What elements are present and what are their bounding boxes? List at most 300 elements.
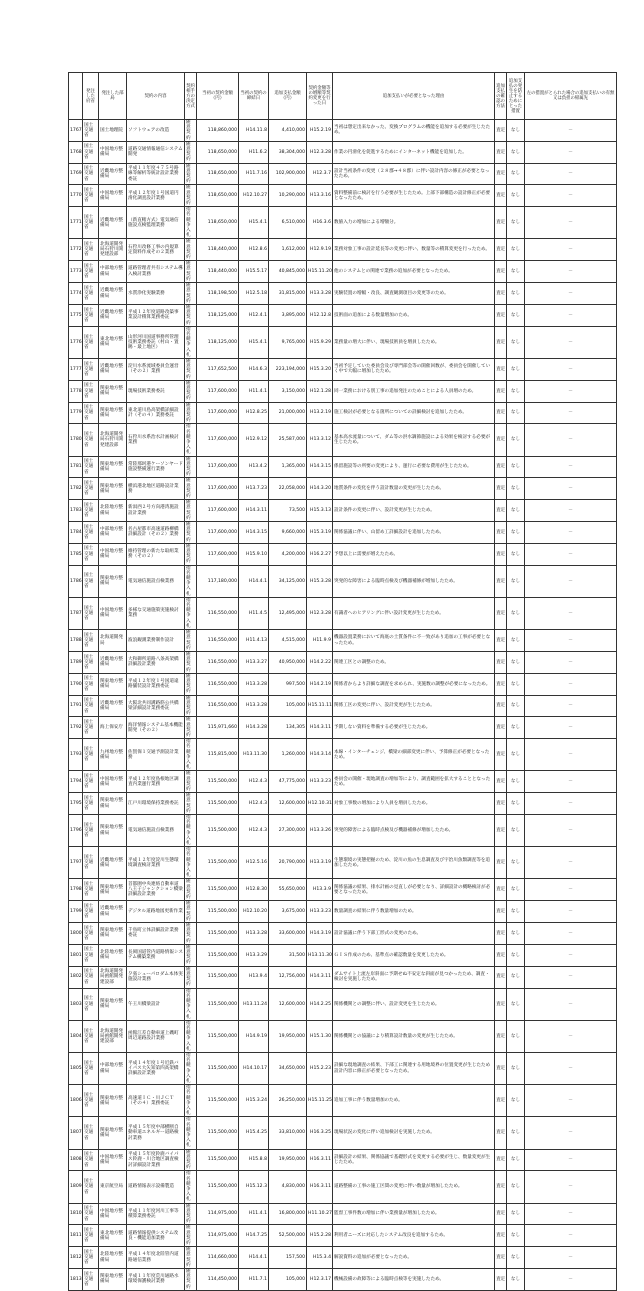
row-number: 1781: [69, 456, 83, 478]
initial-amount-cell: 114,975,000: [197, 1225, 239, 1247]
confirmation-cell: 査定: [495, 739, 507, 771]
result-cell: －: [525, 793, 617, 815]
row-number: 1791: [69, 695, 83, 717]
reason-cell: 詳細な現地調査の結果、下部工に関連する用地境界の位置変更が生じたため設計内容に修正が必要となったため。: [333, 1052, 495, 1084]
initial-amount-cell: 115,500,000: [197, 771, 239, 793]
table-row: [69, 478, 617, 500]
additional-amount-cell: 31,815,000: [269, 283, 307, 305]
ministry-cell: 国土交通省: [83, 793, 99, 815]
measure-cell: なし: [507, 120, 525, 142]
ministry-cell: 国土交通省: [83, 1117, 99, 1149]
ministry-cell: 国土交通省: [83, 522, 99, 544]
ministry-cell: 国土交通省: [83, 695, 99, 717]
additional-amount-cell: 4,515,000: [269, 630, 307, 652]
table-row: [69, 500, 617, 522]
contract-content-cell: 平成１５年度中部横断自動車道エネルギー道路検討業務: [127, 1117, 185, 1149]
measure-cell: なし: [507, 847, 525, 879]
confirmation-cell: 査定: [495, 522, 507, 544]
additional-amount-cell: 4,410,000: [269, 120, 307, 142]
initial-amount-cell: 118,650,000: [197, 207, 239, 239]
bureau-cell: 近畿地方整備局: [99, 283, 127, 305]
header-cell: 契約金額等の増額等契約変更を行った日: [307, 73, 333, 120]
contract-content-cell: 午王川橋梁設計: [127, 988, 185, 1020]
initial-date-cell: H12.10.20: [239, 901, 269, 923]
measure-cell: なし: [507, 815, 525, 847]
additional-amount-cell: 25,587,000: [269, 424, 307, 456]
method-cell: 指名競争入札: [185, 424, 197, 456]
confirmation-cell: 査定: [495, 944, 507, 966]
bureau-cell: 国土地理院: [99, 120, 127, 142]
reason-cell: 係留施設等の所要の変更により、運行に必要な費用が生じたため。: [333, 456, 495, 478]
additional-amount-cell: 34,125,000: [269, 565, 307, 597]
bureau-cell: 北陸地方整備局: [99, 944, 127, 966]
ministry-cell: 国土交通省: [83, 1085, 99, 1117]
change-date-cell: H12.3.28: [307, 141, 333, 163]
result-cell: －: [525, 239, 617, 261]
bureau-cell: 近畿地方整備局: [99, 847, 127, 879]
header-cell: 追加支払の確認の方法: [495, 73, 507, 120]
result-cell: －: [525, 120, 617, 142]
ministry-cell: 国土交通省: [83, 500, 99, 522]
header-cell: 左の措置がとられた場合の追加支払いの有無又は負担の帰属先: [525, 73, 617, 120]
change-date-cell: H16.2.27: [307, 543, 333, 565]
measure-cell: なし: [507, 402, 525, 424]
initial-amount-cell: 118,125,000: [197, 304, 239, 326]
row-number: 1808: [69, 1149, 83, 1171]
initial-date-cell: H12.4.3: [239, 793, 269, 815]
row-number: 1778: [69, 380, 83, 402]
table-row: [69, 1020, 617, 1052]
header-cell: 発注した府省: [83, 73, 99, 120]
result-cell: －: [525, 1171, 617, 1203]
reason-cell: 当初は想定出来なかった、変換プログラムの機能を追加する必要が生じたため。: [333, 120, 495, 142]
ministry-cell: 国土交通省: [83, 944, 99, 966]
reason-cell: 数量調査の結果に伴う数量増加のため。: [333, 901, 495, 923]
measure-cell: なし: [507, 1052, 525, 1084]
contract-content-cell: （新直轄方式）電気通信施設点検監理業務: [127, 207, 185, 239]
row-number: 1810: [69, 1203, 83, 1225]
additional-amount-cell: 20,790,000: [269, 847, 307, 879]
result-cell: －: [525, 141, 617, 163]
change-date-cell: H14.3.11: [307, 717, 333, 739]
reason-cell: 突発的な障害による臨時点検及び機器補修が増加したため。: [333, 565, 495, 597]
table-row: [69, 1269, 617, 1291]
additional-amount-cell: 1,260,000: [269, 739, 307, 771]
table-row: [69, 261, 617, 283]
table-row: [69, 304, 617, 326]
ministry-cell: 国土交通省: [83, 358, 99, 380]
measure-cell: なし: [507, 1117, 525, 1149]
method-cell: 随意契約: [185, 141, 197, 163]
bureau-cell: 東北地方整備局: [99, 1225, 127, 1247]
ministry-cell: 国土交通省: [83, 1247, 99, 1269]
bureau-cell: 中国地方整備局: [99, 141, 127, 163]
additional-amount-cell: 34,650,000: [269, 1052, 307, 1084]
header-cell: [69, 73, 83, 120]
initial-amount-cell: 118,650,000: [197, 141, 239, 163]
measure-cell: なし: [507, 456, 525, 478]
row-number: 1787: [69, 597, 83, 629]
measure-cell: なし: [507, 771, 525, 793]
confirmation-cell: 査定: [495, 717, 507, 739]
table-row: [69, 326, 617, 358]
contract-content-cell: 電気通信施設点検業務: [127, 815, 185, 847]
reason-cell: 関連工区との調整のため。: [333, 651, 495, 673]
table-row: [69, 695, 617, 717]
method-cell: 随意契約: [185, 1203, 197, 1225]
table-row: [69, 847, 617, 879]
additional-amount-cell: 105,000: [269, 695, 307, 717]
method-cell: 随意契約: [185, 879, 197, 901]
initial-amount-cell: 115,500,000: [197, 966, 239, 988]
initial-date-cell: H14.9.19: [239, 1020, 269, 1052]
result-cell: －: [525, 988, 617, 1020]
bureau-cell: 中部地方整備局: [99, 1052, 127, 1084]
change-date-cell: H16.3.11: [307, 1171, 333, 1203]
contract-content-cell: 平成１１年度河川工事等積算業務委託: [127, 1203, 185, 1225]
measure-cell: なし: [507, 522, 525, 544]
table-row: [69, 966, 617, 988]
change-date-cell: H14.2.25: [307, 988, 333, 1020]
ministry-cell: 国土交通省: [83, 402, 99, 424]
initial-date-cell: H12.4.3: [239, 815, 269, 847]
method-cell: 随意契約: [185, 478, 197, 500]
result-cell: －: [525, 1203, 617, 1225]
result-cell: －: [525, 651, 617, 673]
row-number: 1797: [69, 847, 83, 879]
initial-amount-cell: 115,500,000: [197, 1052, 239, 1084]
ministry-cell: 国土交通省: [83, 1225, 99, 1247]
result-cell: －: [525, 522, 617, 544]
bureau-cell: 近畿地方整備局: [99, 901, 127, 923]
additional-amount-cell: 26,250,000: [269, 1085, 307, 1117]
result-cell: －: [525, 380, 617, 402]
ministry-cell: 国土交通省: [83, 1149, 99, 1171]
initial-date-cell: H15.3.24: [239, 1085, 269, 1117]
confirmation-cell: 査定: [495, 1247, 507, 1269]
row-number: 1785: [69, 543, 83, 565]
initial-amount-cell: 115,500,000: [197, 944, 239, 966]
initial-date-cell: H15.8.8: [239, 1149, 269, 1171]
change-date-cell: H12.12.8: [307, 304, 333, 326]
table-row: [69, 565, 617, 597]
measure-cell: なし: [507, 966, 525, 988]
bureau-cell: 関東地方整備局: [99, 1269, 127, 1291]
ministry-cell: 国土交通省: [83, 120, 99, 142]
reason-cell: 施工検討が必要となる箇所についての詳細検討を追加したため。: [333, 402, 495, 424]
contract-content-cell: 道路情報表示設備製造: [127, 1171, 185, 1203]
table-row: [69, 771, 617, 793]
confirmation-cell: 査定: [495, 358, 507, 380]
contract-content-cell: 高速道ＩＣ・川ＪＣＴ（その４）業務委託: [127, 1085, 185, 1117]
change-date-cell: H15.3.20: [307, 358, 333, 380]
initial-amount-cell: 115,500,000: [197, 847, 239, 879]
reason-cell: 実験装置の増幅・改良、調査観測項目の変更等のため。: [333, 283, 495, 305]
initial-amount-cell: 118,198,500: [197, 283, 239, 305]
table-row: [69, 402, 617, 424]
result-cell: －: [525, 1225, 617, 1247]
header-cell: 契約の内容: [127, 73, 185, 120]
measure-cell: なし: [507, 163, 525, 185]
row-number: 1786: [69, 565, 83, 597]
contract-content-cell: 道路情報提供システム改良・機能追加業務: [127, 1225, 185, 1247]
table-row: [69, 207, 617, 239]
initial-amount-cell: 114,975,000: [197, 1203, 239, 1225]
confirmation-cell: 査定: [495, 901, 507, 923]
ministry-cell: 国土交通省: [83, 456, 99, 478]
contract-content-cell: 横浜港北地区道路設計業務: [127, 478, 185, 500]
reason-cell: 道路整備の工事の施工区間の変更に伴い数量が増加したため。: [333, 1171, 495, 1203]
initial-amount-cell: 115,500,000: [197, 1117, 239, 1149]
initial-date-cell: H12.8.6: [239, 239, 269, 261]
reason-cell: 現場状況の変化に伴い追加検討を実施したため。: [333, 1117, 495, 1149]
row-number: 1804: [69, 1020, 83, 1052]
initial-amount-cell: 116,550,000: [197, 651, 239, 673]
table-row: [69, 1117, 617, 1149]
method-cell: 随意契約: [185, 651, 197, 673]
header-cell: 当初の契約金額（円）: [197, 73, 239, 120]
contract-content-cell: 平成１２年度淀川生態環境調査検討業務: [127, 847, 185, 879]
method-cell: 指名競争入札: [185, 1020, 197, 1052]
change-date-cell: H13.3.19: [307, 847, 333, 879]
reason-cell: 関係協議に伴い、山留め工詳細設計を追加したため。: [333, 522, 495, 544]
ministry-cell: 国土交通省: [83, 141, 99, 163]
bureau-cell: 関東地方整備局: [99, 793, 127, 815]
confirmation-cell: 査定: [495, 847, 507, 879]
ministry-cell: 国土交通省: [83, 1052, 99, 1084]
change-date-cell: H15.9.29: [307, 326, 333, 358]
initial-amount-cell: 115,500,000: [197, 879, 239, 901]
row-number: 1805: [69, 1052, 83, 1084]
ministry-cell: 国土交通省: [83, 424, 99, 456]
confirmation-cell: 査定: [495, 456, 507, 478]
contract-content-cell: 海洋情報システム基本機能開発（その２）: [127, 717, 185, 739]
initial-amount-cell: 117,600,000: [197, 522, 239, 544]
table-header-row: [69, 73, 617, 120]
change-date-cell: H13.3.12: [307, 424, 333, 456]
initial-date-cell: H14.3.28: [239, 717, 269, 739]
result-cell: －: [525, 261, 617, 283]
reason-cell: ダムサイト上流左岸斜面に予期せぬ不安定な斜面が見つかったため、調査・検討を実施したため。: [333, 966, 495, 988]
bureau-cell: 近畿地方整備局: [99, 651, 127, 673]
initial-date-cell: H12.4.3: [239, 771, 269, 793]
reason-cell: 関係機関との協議により積算設計数量の変更が生じたため。: [333, 1020, 495, 1052]
confirmation-cell: 査定: [495, 1117, 507, 1149]
reason-cell: 機械設備の故障等による臨時点検等を実施したため。: [333, 1269, 495, 1291]
ministry-cell: 国土交通省: [83, 185, 99, 207]
method-cell: 随意契約: [185, 185, 197, 207]
ministry-cell: 国土交通省: [83, 380, 99, 402]
row-number: 1768: [69, 141, 83, 163]
method-cell: 随意契約: [185, 283, 197, 305]
bureau-cell: 北海道開発局函館開発建設部: [99, 1020, 127, 1052]
result-cell: －: [525, 630, 617, 652]
initial-amount-cell: 117,600,000: [197, 402, 239, 424]
change-date-cell: H12.9.19: [307, 239, 333, 261]
contract-content-cell: 大阪北共同溝路筋公共橋梁詳細設計業務委託: [127, 695, 185, 717]
reason-cell: 関係者からより詳細な調査を求められ、実施数の調整が必要になったため。: [333, 673, 495, 695]
contract-content-cell: 名古屋都市高速道路柳橋詳細設計（その２）業務: [127, 522, 185, 544]
row-number: 1799: [69, 901, 83, 923]
ministry-cell: 国土交通省: [83, 478, 99, 500]
contract-content-cell: 平成１４年度北陸管内道路通信業務: [127, 1247, 185, 1269]
additional-amount-cell: 31,500: [269, 944, 307, 966]
change-date-cell: H13.3.23: [307, 901, 333, 923]
table-row: [69, 651, 617, 673]
row-number: 1777: [69, 358, 83, 380]
contract-content-cell: 東北道川島高架橋詳細設計（その４）業務委託: [127, 402, 185, 424]
initial-amount-cell: 115,500,000: [197, 815, 239, 847]
change-date-cell: H11.9.9: [307, 630, 333, 652]
initial-amount-cell: 117,180,000: [197, 565, 239, 597]
table-row: [69, 380, 617, 402]
contract-content-cell: 函館江差自動車道上磯町周辺道路設計業務: [127, 1020, 185, 1052]
change-date-cell: H12.10.31: [307, 793, 333, 815]
additional-amount-cell: 223,194,000: [269, 358, 307, 380]
initial-amount-cell: 115,500,000: [197, 901, 239, 923]
confirmation-cell: 査定: [495, 966, 507, 988]
bureau-cell: 北海道開発局石狩川開発建設部: [99, 239, 127, 261]
additional-amount-cell: 105,000: [269, 1269, 307, 1291]
change-date-cell: H14.3.19: [307, 923, 333, 945]
initial-date-cell: H12.5.18: [239, 283, 269, 305]
method-cell: 指名競争入札: [185, 988, 197, 1020]
contract-content-cell: 水質浄化実験業務: [127, 283, 185, 305]
row-number: 1795: [69, 793, 83, 815]
table-row: [69, 1203, 617, 1225]
confirmation-cell: 査定: [495, 1203, 507, 1225]
result-cell: －: [525, 815, 617, 847]
measure-cell: なし: [507, 1171, 525, 1203]
contract-content-cell: 山形河川国道事務所管理技術業務委託（村山・置賜・最上地区）: [127, 326, 185, 358]
table-row: [69, 120, 617, 142]
row-number: 1773: [69, 261, 83, 283]
header-cell: 契約相手方の決定方式: [185, 73, 197, 120]
change-date-cell: H13.3.23: [307, 771, 333, 793]
measure-cell: なし: [507, 923, 525, 945]
contract-content-cell: 現場技術業務委託: [127, 380, 185, 402]
initial-date-cell: H11.4.1: [239, 380, 269, 402]
initial-amount-cell: 117,652,500: [197, 358, 239, 380]
initial-date-cell: H13.4.2: [239, 456, 269, 478]
measure-cell: なし: [507, 543, 525, 565]
additional-amount-cell: 19,950,000: [269, 1020, 307, 1052]
initial-date-cell: H14.4.1: [239, 1247, 269, 1269]
bureau-cell: 近畿地方整備局: [99, 695, 127, 717]
ministry-cell: 国土交通省: [83, 207, 99, 239]
change-date-cell: H14.3.14: [307, 739, 333, 771]
initial-amount-cell: 116,550,000: [197, 695, 239, 717]
reason-cell: 解説資料の追加が必要となったため。: [333, 1247, 495, 1269]
change-date-cell: H13.11.30: [307, 944, 333, 966]
reason-cell: 業務量の増大に伴い、現場技術員を増員したため。: [333, 326, 495, 358]
bureau-cell: 関東地方整備局: [99, 879, 127, 901]
method-cell: 随意契約: [185, 695, 197, 717]
method-cell: 指名競争入札: [185, 739, 197, 771]
row-number: 1792: [69, 717, 83, 739]
method-cell: 随意契約: [185, 304, 197, 326]
ministry-cell: 国土交通省: [83, 988, 99, 1020]
change-date-cell: H14.2.22: [307, 651, 333, 673]
table-row: [69, 630, 617, 652]
change-date-cell: H15.2.28: [307, 1225, 333, 1247]
row-number: 1790: [69, 673, 83, 695]
row-number: 1803: [69, 988, 83, 1020]
row-number: 1806: [69, 1085, 83, 1117]
contract-content-cell: 維持管理の新たな取組業務（その２）: [127, 543, 185, 565]
method-cell: 指名競争入札: [185, 1171, 197, 1203]
confirmation-cell: 査定: [495, 651, 507, 673]
initial-amount-cell: 118,650,000: [197, 185, 239, 207]
row-number: 1789: [69, 651, 83, 673]
initial-amount-cell: 117,600,000: [197, 500, 239, 522]
contract-content-cell: 淀川水系流域委員会運営（その２）業務: [127, 358, 185, 380]
confirmation-cell: 査定: [495, 1085, 507, 1117]
result-cell: －: [525, 500, 617, 522]
additional-amount-cell: 102,900,000: [269, 163, 307, 185]
initial-amount-cell: 118,650,000: [197, 163, 239, 185]
confirmation-cell: 査定: [495, 988, 507, 1020]
change-date-cell: H14.3.11: [307, 966, 333, 988]
confirmation-cell: 査定: [495, 304, 507, 326]
method-cell: 随意契約: [185, 1269, 197, 1291]
measure-cell: なし: [507, 793, 525, 815]
change-date-cell: H14.3.20: [307, 478, 333, 500]
change-date-cell: H13.3.16: [307, 185, 333, 207]
reason-cell: 本線・インターチェンジ、橋梁の細部変更に伴い、予算修正が必要となったため。: [333, 739, 495, 771]
table-row: [69, 988, 617, 1020]
initial-date-cell: H13.3.29: [239, 944, 269, 966]
confirmation-cell: 査定: [495, 1171, 507, 1203]
confirmation-cell: 査定: [495, 815, 507, 847]
table-row: [69, 239, 617, 261]
ministry-cell: 国土交通省: [83, 1171, 99, 1203]
row-number: 1780: [69, 424, 83, 456]
method-cell: 指名競争入札: [185, 1085, 197, 1117]
additional-amount-cell: 3,895,000: [269, 304, 307, 326]
initial-amount-cell: 117,600,000: [197, 478, 239, 500]
method-cell: 随意契約: [185, 717, 197, 739]
bureau-cell: 中国地方整備局: [99, 597, 127, 629]
method-cell: 随意契約: [185, 239, 197, 261]
measure-cell: なし: [507, 879, 525, 901]
change-date-cell: H15.11.20: [307, 261, 333, 283]
additional-amount-cell: 4,830,000: [269, 1171, 307, 1203]
confirmation-cell: 査定: [495, 424, 507, 456]
initial-date-cell: H14.11.8: [239, 120, 269, 142]
result-cell: －: [525, 966, 617, 988]
row-number: 1769: [69, 163, 83, 185]
initial-date-cell: H14.3.15: [239, 522, 269, 544]
reason-cell: 業務対象工事の設計延長等の変更に伴い、数量等の積算変更を行ったため。: [333, 239, 495, 261]
bureau-cell: 中国地方整備局: [99, 771, 127, 793]
ministry-cell: 国土交通省: [83, 717, 99, 739]
measure-cell: なし: [507, 988, 525, 1020]
contract-content-cell: 道路管理者共有システム導入検討業務: [127, 261, 185, 283]
reason-cell: 技術面の追加による数量増加のため。: [333, 304, 495, 326]
initial-date-cell: H11.7.16: [239, 163, 269, 185]
bureau-cell: 関東地方整備局: [99, 402, 127, 424]
row-number: 1772: [69, 239, 83, 261]
header-cell: 追加支払いが必要となった理由: [333, 73, 495, 120]
method-cell: 指名競争入札: [185, 847, 197, 879]
method-cell: 随意契約: [185, 456, 197, 478]
ministry-cell: 国土交通省: [83, 815, 99, 847]
method-cell: 随意契約: [185, 771, 197, 793]
additional-amount-cell: 38,304,000: [269, 141, 307, 163]
confirmation-cell: 査定: [495, 283, 507, 305]
row-number: 1800: [69, 923, 83, 945]
